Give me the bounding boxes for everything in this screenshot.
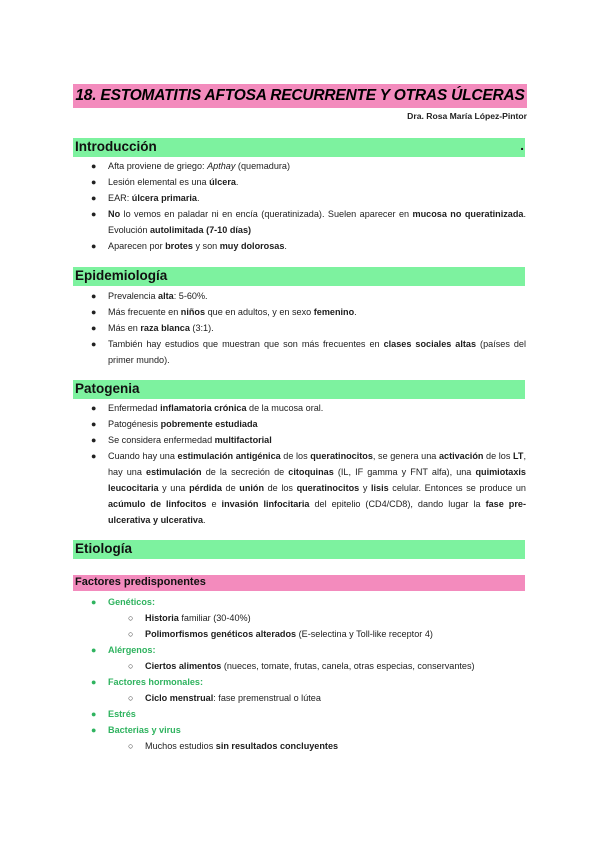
list-item: EAR: úlcera primaria.: [108, 193, 200, 203]
bullet-icon: ●: [91, 597, 97, 607]
subsection-title: Factores predisponentes: [75, 576, 206, 588]
bullet-icon: ●: [91, 451, 97, 461]
list-item: No lo vemos en paladar ni en encía (queratinizada). Suelen aparecer en mucosa no queratinizada. Evolución autolimitada (7-10 días): [108, 209, 526, 235]
bullet-icon: ●: [91, 435, 97, 445]
bullet-icon: ●: [91, 725, 97, 735]
list-item: Cuando hay una estimulación antigénica de los queratinocitos, se genera una activación de los LT, hay una estimulación de la secreción de citoquinas (IL, IF gamma y FNT alfa), una quimiotaxis leucocitaria y una pérdida de unión de los queratinocitos y lisis celular. Entonces se produce un acúmulo de linfocitos e invasión linfocitaria del epitelio (CD4/CD8), dando lugar la fase pre-ulcerativa y ulcerativa.: [108, 451, 526, 525]
list-item: También hay estudios que muestran que son más frecuentes en clases sociales altas (países del primer mundo).: [108, 339, 527, 365]
bullet-icon: ●: [91, 161, 97, 171]
list-item: Lesión elemental es una úlcera.: [108, 177, 239, 187]
trailing-mark: .: [520, 137, 524, 153]
list-item: Enfermedad inflamatoria crónica de la mucosa oral.: [108, 403, 324, 413]
sub-bullet-icon: ○: [128, 741, 134, 751]
bullet-icon: ●: [91, 677, 97, 687]
section-heading-epidemiologia: [73, 267, 525, 286]
bullet-icon: ●: [91, 177, 97, 187]
bullet-icon: ●: [91, 241, 97, 251]
bullet-icon: ●: [91, 291, 97, 301]
section-heading-intro: [73, 138, 525, 157]
page-title: 18. ESTOMATITIS AFTOSA RECURRENTE Y OTRAS ÚLCERAS: [75, 87, 525, 104]
factor-label: Estrés: [108, 709, 136, 719]
list-item: Más frecuente en niños que en adultos, y en sexo femenino.: [108, 307, 357, 317]
factor-label: Bacterias y virus: [108, 725, 181, 735]
section-heading-etiologia: [73, 540, 525, 559]
title-banner: [73, 84, 527, 108]
list-item: Patogénesis pobremente estudiada: [108, 419, 258, 429]
sub-bullet-icon: ○: [128, 613, 134, 623]
author-line: Dra. Rosa María López-Pintor: [407, 111, 527, 121]
list-item: Más en raza blanca (3:1).: [108, 323, 214, 333]
sub-list-item: Muchos estudios sin resultados concluyentes: [145, 741, 339, 751]
factor-label: Genéticos:: [108, 597, 155, 607]
section-title: Introducción: [75, 139, 157, 154]
factor-label: Factores hormonales:: [108, 677, 204, 687]
bullet-icon: ●: [91, 209, 97, 219]
bullet-icon: ●: [91, 323, 97, 333]
sub-bullet-icon: ○: [128, 629, 134, 639]
sub-bullet-icon: ○: [128, 693, 134, 703]
list-item: Aparecen por brotes y son muy dolorosas.: [108, 241, 287, 251]
list-item: Se considera enfermedad multifactorial: [108, 435, 272, 445]
sub-list-item: Polimorfismos genéticos alterados (E-selectina y Toll-like receptor 4): [145, 629, 433, 639]
bullet-icon: ●: [91, 645, 97, 655]
bullet-icon: ●: [91, 419, 97, 429]
list-item: Prevalencia alta: 5-60%.: [108, 291, 208, 301]
subsection-heading-factores: [73, 575, 525, 591]
section-title: Etiología: [75, 541, 132, 556]
section-title: Epidemiología: [75, 268, 168, 283]
bullet-icon: ●: [91, 339, 97, 349]
bullet-icon: ●: [91, 193, 97, 203]
factor-label: Alérgenos:: [108, 645, 156, 655]
sub-list-item: Historia familiar (30-40%): [145, 613, 251, 623]
sub-bullet-icon: ○: [128, 661, 134, 671]
section-title: Patogenia: [75, 381, 140, 396]
bullet-icon: ●: [91, 709, 97, 719]
list-item: Afta proviene de griego: Apthay (quemadura): [108, 161, 290, 171]
section-heading-patogenia: [73, 380, 525, 399]
bullet-icon: ●: [91, 307, 97, 317]
sub-list-item: Ciclo menstrual: fase premenstrual o lútea: [145, 693, 321, 703]
bullet-icon: ●: [91, 403, 97, 413]
sub-list-item: Ciertos alimentos (nueces, tomate, frutas, canela, otras especias, conservantes): [145, 661, 475, 671]
